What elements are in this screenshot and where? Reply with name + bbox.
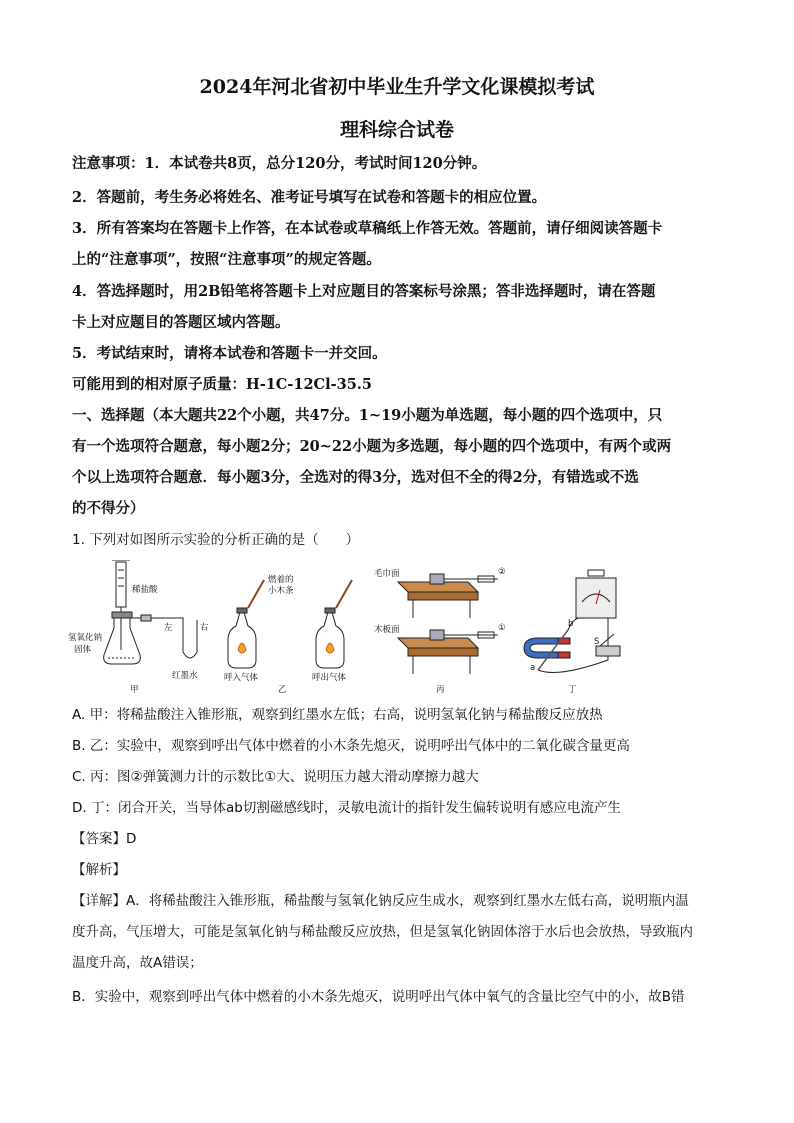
label-m2: ② (498, 567, 506, 577)
option-d: D. 丁：闭合开关，当导体ab切割磁感线时，灵敏电流计的指针发生偏转说明有感应电流产生 (72, 800, 621, 816)
experiment-figures (68, 560, 628, 695)
label-right: 右 (200, 623, 209, 633)
section-heading: 一、选择题（本大题共22个小题，共47分。1~19小题为单选题，每小题的四个选项中，只 (72, 407, 663, 424)
label-stick2: 小木条 (268, 586, 294, 596)
page-subtitle: 理科综合试卷 (339, 119, 454, 141)
label-s: S (594, 637, 600, 647)
notes-line: 卡上对应题目的答题区域内答题。 (72, 314, 290, 331)
notes-line: 2．答题前，考生务必将姓名、准考证号填写在试卷和答题卡的相应位置。 (72, 189, 547, 206)
caption-jia: 甲 (130, 685, 139, 695)
label-towel: 毛巾面 (374, 569, 400, 579)
notes-line: 上的“注意事项”，按照“注意事项”的规定答题。 (72, 251, 381, 268)
label-inhale: 呼入气体 (224, 673, 259, 683)
figure-jia (104, 560, 197, 664)
label-red-ink: 红墨水 (172, 671, 198, 681)
caption-bing: 丙 (436, 685, 445, 695)
option-b: B. 乙：实验中，观察到呼出气体中燃着的小木条先熄灭，说明呼出气体中的二氧化碳含量更高 (72, 738, 630, 754)
label-acid: 稀盐酸 (132, 585, 158, 595)
label-stick: 燃着的 (268, 575, 294, 585)
section-heading: 个以上选项符合题意．每小题3分，全选对的得3分，选对但不全的得2分，有错选或不选 (72, 469, 639, 486)
label-exhale: 呼出气体 (312, 673, 347, 683)
label-a: a (530, 663, 536, 673)
notes-line: 5．考试结束时，请将本试卷和答题卡一并交回。 (72, 345, 387, 362)
label-b: b (568, 619, 574, 629)
notes-line: 3．所有答案均在答题卡上作答，在本试卷或草稿纸上作答无效。答题前，请仔细阅读答题卡 (72, 220, 663, 237)
detail-line: 温度升高，故A错误； (72, 955, 203, 971)
label-m1: ① (498, 623, 506, 633)
atomic-mass-line: 可能用到的相对原子质量：H-1C-12Cl-35.5 (72, 376, 372, 393)
page-title: 2024年河北省初中毕业生升学文化课模拟考试 (199, 76, 595, 98)
figure-bing (398, 574, 498, 674)
detail-line: 度升高，气压增大，可能是氢氧化钠与稀盐酸反应放热，但是氢氧化钠固体溶于水后也会放热，导致瓶内 (72, 924, 693, 940)
label-left: 左 (164, 623, 173, 633)
option-a: A. 甲：将稀盐酸注入锥形瓶，观察到红墨水左低；右高，说明氢氧化钠与稀盐酸反应放热 (72, 707, 603, 723)
detail-line: 【详解】A．将稀盐酸注入锥形瓶，稀盐酸与氢氧化钠反应生成水，观察到红墨水左低右高，说明瓶内温 (72, 893, 689, 909)
answer: 【答案】D (72, 831, 137, 847)
notes-line: 4．答选择题时，用2B铅笔将答题卡上对应题目的答案标号涂黑；答非选择题时，请在答题 (72, 283, 656, 300)
notes-line: 注意事项：1．本试卷共8页，总分120分，考试时间120分钟。 (72, 155, 487, 172)
experiment-figures-svg (68, 560, 628, 695)
caption-ding: 丁 (568, 685, 577, 695)
question-stem: 1. 下列对如图所示实验的分析正确的是（ ） (72, 532, 360, 548)
label-solid2: 固体 (74, 645, 92, 655)
detail-line: B．实验中，观察到呼出气体中燃着的小木条先熄灭，说明呼出气体中氧气的含量比空气中的小，故B错 (72, 989, 685, 1005)
analysis-heading: 【解析】 (72, 862, 126, 878)
caption-yi: 乙 (278, 685, 287, 695)
option-c: C. 丙：图②弹簧测力计的示数比①大、说明压力越大滑动摩擦力越大 (72, 769, 479, 785)
section-heading: 有一个选项符合题意，每小题2分；20~22小题为多选题，每小题的四个选项中，有两个或两 (72, 438, 672, 455)
section-heading: 的不得分） (72, 500, 145, 517)
label-board: 木板面 (374, 625, 400, 635)
label-solid: 氢氧化钠 (68, 633, 103, 643)
